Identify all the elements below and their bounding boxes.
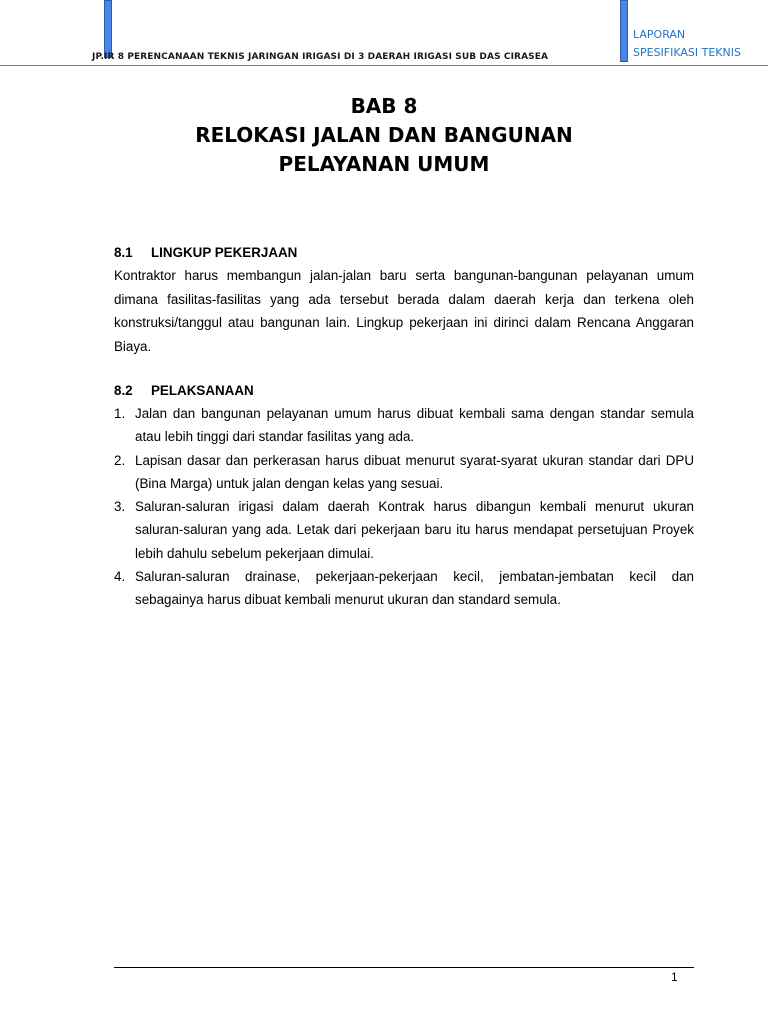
chapter-title [0, 92, 768, 179]
header-accent-bar-left [104, 0, 112, 58]
chapter-title-line1: RELOKASI JALAN DAN BANGUNAN [195, 123, 573, 147]
section-heading-text: LINGKUP PEKERJAAN [151, 245, 298, 260]
section-heading-text: PELAKSANAAN [151, 383, 254, 398]
list-item [114, 495, 694, 565]
list-item-text: Saluran-saluran irigasi dalam daerah Kontrak harus dibangun kembali menurut ukuran saluran-saluran yang ada. Letak dari pekerjaan baru itu harus mendapat persetujuan Proyek lebih dahulu sebelum pekerjaan dimulai. [135, 499, 694, 561]
footer-divider [114, 967, 694, 968]
header-project-title: JP.IR 8 PERENCANAAN TEKNIS JARINGAN IRIGASI DI 3 DAERAH IRIGASI SUB DAS CIRASEA [92, 52, 549, 62]
list-item-number: 1. [114, 406, 126, 421]
section-heading-8-1 [114, 245, 297, 260]
section-paragraph-8-1: Kontraktor harus membangun jalan-jalan baru serta bangunan-bangunan pelayanan umum dimana fasilitas-fasilitas yang ada tersebut berada dalam daerah kerja dan terkena oleh konstruksi/tanggul atau bangunan lain. Lingkup pekerjaan ini dirinci dalam Rencana Anggaran Biaya. [114, 268, 694, 354]
list-item-number: 3. [114, 499, 126, 515]
list-item-number: 2. [114, 452, 126, 468]
section-heading-8-2 [114, 383, 254, 398]
chapter-number: BAB 8 [350, 94, 418, 118]
header-report-label [633, 26, 741, 62]
chapter-title-line2: PELAYANAN UMUM [278, 152, 490, 176]
header-report-line1: LAPORAN [633, 28, 686, 41]
header-report-line2: SPESIFIKASI TEKNIS [633, 46, 741, 59]
list-item-text: Jalan dan bangunan pelayanan umum harus dibuat kembali sama dengan standar semula atau lebih tinggi dari standar fasilitas yang ada. [135, 406, 694, 445]
list-item-number: 4. [114, 569, 126, 585]
section-list-8-2 [114, 402, 694, 612]
list-item [114, 565, 694, 612]
list-item [114, 449, 694, 496]
section-number: 8.1 [114, 245, 133, 260]
page-number: 1 [671, 970, 678, 984]
list-item-text: Lapisan dasar dan perkerasan harus dibuat menurut syarat-syarat ukuran standar dari DPU (Bina Marga) untuk jalan dengan kelas yang sesuai. [135, 452, 694, 491]
header-divider [0, 65, 768, 66]
section-number: 8.2 [114, 383, 133, 398]
list-item [114, 402, 694, 449]
list-item-text: Saluran-saluran drainase, pekerjaan-pekerjaan kecil, jembatan-jembatan kecil dan sebagainya harus dibuat kembali menurut ukuran dan standard semula. [135, 569, 694, 608]
header-accent-bar-right [620, 0, 628, 62]
